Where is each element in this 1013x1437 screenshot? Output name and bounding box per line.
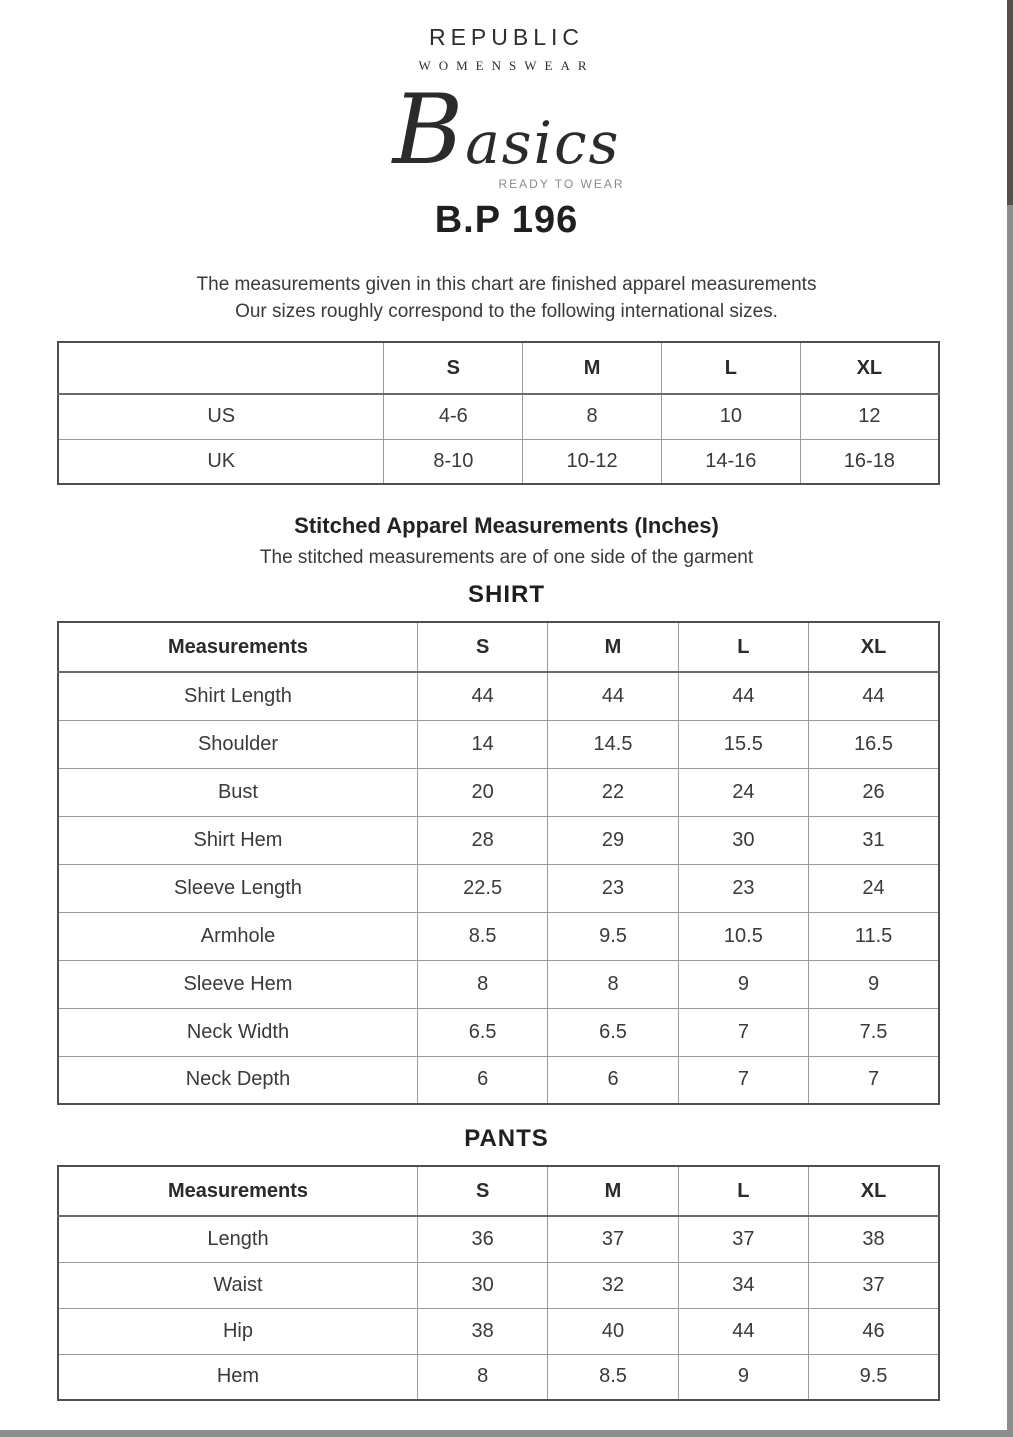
value-cell: 9 xyxy=(809,960,939,1008)
row-label: Shirt Hem xyxy=(58,816,417,864)
value-cell: 40 xyxy=(548,1308,678,1354)
column-header: Measurements xyxy=(58,622,417,672)
value-cell: 14 xyxy=(417,720,547,768)
value-cell: 16-18 xyxy=(800,439,939,484)
value-cell: 10-12 xyxy=(523,439,662,484)
column-header: XL xyxy=(800,342,939,394)
value-cell: 26 xyxy=(809,768,939,816)
value-cell: 24 xyxy=(809,864,939,912)
table-row xyxy=(58,864,939,912)
column-header: Measurements xyxy=(58,1166,417,1216)
basics-logo-tagline: READY TO WEAR xyxy=(498,177,625,191)
value-cell: 7 xyxy=(678,1056,808,1104)
brand-subname: WOMENSWEAR xyxy=(418,58,595,73)
row-label: Waist xyxy=(58,1262,417,1308)
pants-measurements-table xyxy=(57,1165,940,1401)
column-header: S xyxy=(384,342,523,394)
table-row xyxy=(58,1056,939,1104)
value-cell: 11.5 xyxy=(809,912,939,960)
table-row xyxy=(58,912,939,960)
row-label: Sleeve Length xyxy=(58,864,417,912)
value-cell: 8 xyxy=(548,960,678,1008)
intro-line-2: Our sizes roughly correspond to the following international sizes. xyxy=(235,300,778,322)
value-cell: 14-16 xyxy=(661,439,800,484)
table-row xyxy=(58,394,939,439)
value-cell: 31 xyxy=(809,816,939,864)
value-cell: 44 xyxy=(678,1308,808,1354)
value-cell: 10.5 xyxy=(678,912,808,960)
value-cell: 38 xyxy=(809,1216,939,1262)
value-cell: 44 xyxy=(678,672,808,720)
value-cell: 29 xyxy=(548,816,678,864)
product-code: B.P 196 xyxy=(434,199,579,241)
value-cell: 9 xyxy=(678,960,808,1008)
value-cell: 44 xyxy=(417,672,547,720)
table-row xyxy=(58,1308,939,1354)
table-row xyxy=(58,1354,939,1400)
intro-line-1: The measurements given in this chart are finished apparel measurements xyxy=(196,274,817,295)
value-cell: 9.5 xyxy=(548,912,678,960)
right-scrollbar xyxy=(1007,0,1013,1437)
value-cell: 8-10 xyxy=(384,439,523,484)
value-cell: 20 xyxy=(417,768,547,816)
value-cell: 8 xyxy=(417,1354,547,1400)
value-cell: 14.5 xyxy=(548,720,678,768)
value-cell: 34 xyxy=(678,1262,808,1308)
value-cell: 30 xyxy=(417,1262,547,1308)
value-cell: 10 xyxy=(661,394,800,439)
row-label: Neck Width xyxy=(58,1008,417,1056)
value-cell: 6 xyxy=(417,1056,547,1104)
value-cell: 24 xyxy=(678,768,808,816)
bottom-edge-border xyxy=(0,1430,1013,1437)
row-label: Length xyxy=(58,1216,417,1262)
stitched-section-title: Stitched Apparel Measurements (Inches) xyxy=(294,513,719,539)
value-cell: 22.5 xyxy=(417,864,547,912)
value-cell: 44 xyxy=(548,672,678,720)
row-label: Hip xyxy=(58,1308,417,1354)
basics-logo xyxy=(0,74,1013,191)
value-cell: 6.5 xyxy=(548,1008,678,1056)
table-row xyxy=(58,720,939,768)
value-cell: 7 xyxy=(809,1056,939,1104)
table-row xyxy=(58,768,939,816)
scrollbar-thumb[interactable] xyxy=(1007,0,1013,205)
value-cell: 15.5 xyxy=(678,720,808,768)
value-cell: 37 xyxy=(809,1262,939,1308)
row-label: Shoulder xyxy=(58,720,417,768)
column-header: M xyxy=(523,342,662,394)
row-label: UK xyxy=(58,439,384,484)
table-row xyxy=(58,1216,939,1262)
column-header: XL xyxy=(809,622,939,672)
value-cell: 6.5 xyxy=(417,1008,547,1056)
value-cell: 7 xyxy=(678,1008,808,1056)
basics-logo-script: Basics xyxy=(392,74,621,186)
column-header: S xyxy=(417,622,547,672)
value-cell: 8 xyxy=(523,394,662,439)
value-cell: 22 xyxy=(548,768,678,816)
row-label: Sleeve Hem xyxy=(58,960,417,1008)
scrollbar-track xyxy=(1007,0,1013,1437)
row-label: Shirt Length xyxy=(58,672,417,720)
table-row xyxy=(58,439,939,484)
row-label: US xyxy=(58,394,384,439)
column-header: S xyxy=(417,1166,547,1216)
table-header xyxy=(58,342,939,394)
value-cell: 36 xyxy=(417,1216,547,1262)
header-row xyxy=(58,342,939,394)
row-label: Hem xyxy=(58,1354,417,1400)
table-header xyxy=(58,1166,939,1216)
stitched-section-subtitle: The stitched measurements are of one side of the garment xyxy=(259,547,754,569)
value-cell: 7.5 xyxy=(809,1008,939,1056)
column-header: M xyxy=(548,1166,678,1216)
column-header: L xyxy=(661,342,800,394)
brand-header xyxy=(0,24,1013,242)
header-row xyxy=(58,622,939,672)
value-cell: 9.5 xyxy=(809,1354,939,1400)
value-cell: 23 xyxy=(678,864,808,912)
pants-heading: PANTS xyxy=(464,1125,549,1153)
column-header: M xyxy=(548,622,678,672)
value-cell: 32 xyxy=(548,1262,678,1308)
header-row xyxy=(58,1166,939,1216)
table-row xyxy=(58,1262,939,1308)
value-cell: 8.5 xyxy=(417,912,547,960)
table-header xyxy=(58,622,939,672)
value-cell: 46 xyxy=(809,1308,939,1354)
table-row xyxy=(58,1008,939,1056)
value-cell: 4-6 xyxy=(384,394,523,439)
table-row xyxy=(58,672,939,720)
value-cell: 44 xyxy=(809,672,939,720)
value-cell: 6 xyxy=(548,1056,678,1104)
value-cell: 28 xyxy=(417,816,547,864)
column-header: XL xyxy=(809,1166,939,1216)
brand-name: REPUBLIC xyxy=(428,24,585,50)
value-cell: 9 xyxy=(678,1354,808,1400)
table-row xyxy=(58,960,939,1008)
value-cell: 37 xyxy=(548,1216,678,1262)
value-cell: 12 xyxy=(800,394,939,439)
intro-text xyxy=(0,272,1013,325)
value-cell: 8 xyxy=(417,960,547,1008)
value-cell: 8.5 xyxy=(548,1354,678,1400)
column-header: L xyxy=(678,1166,808,1216)
row-label: Bust xyxy=(58,768,417,816)
table-row xyxy=(58,816,939,864)
value-cell: 30 xyxy=(678,816,808,864)
row-label: Neck Depth xyxy=(58,1056,417,1104)
international-sizes-table xyxy=(57,341,940,485)
value-cell: 37 xyxy=(678,1216,808,1262)
shirt-measurements-table xyxy=(57,621,940,1105)
shirt-heading: SHIRT xyxy=(468,581,545,609)
value-cell: 16.5 xyxy=(809,720,939,768)
row-label: Armhole xyxy=(58,912,417,960)
value-cell: 38 xyxy=(417,1308,547,1354)
value-cell: 23 xyxy=(548,864,678,912)
column-header: L xyxy=(678,622,808,672)
column-header xyxy=(58,342,384,394)
